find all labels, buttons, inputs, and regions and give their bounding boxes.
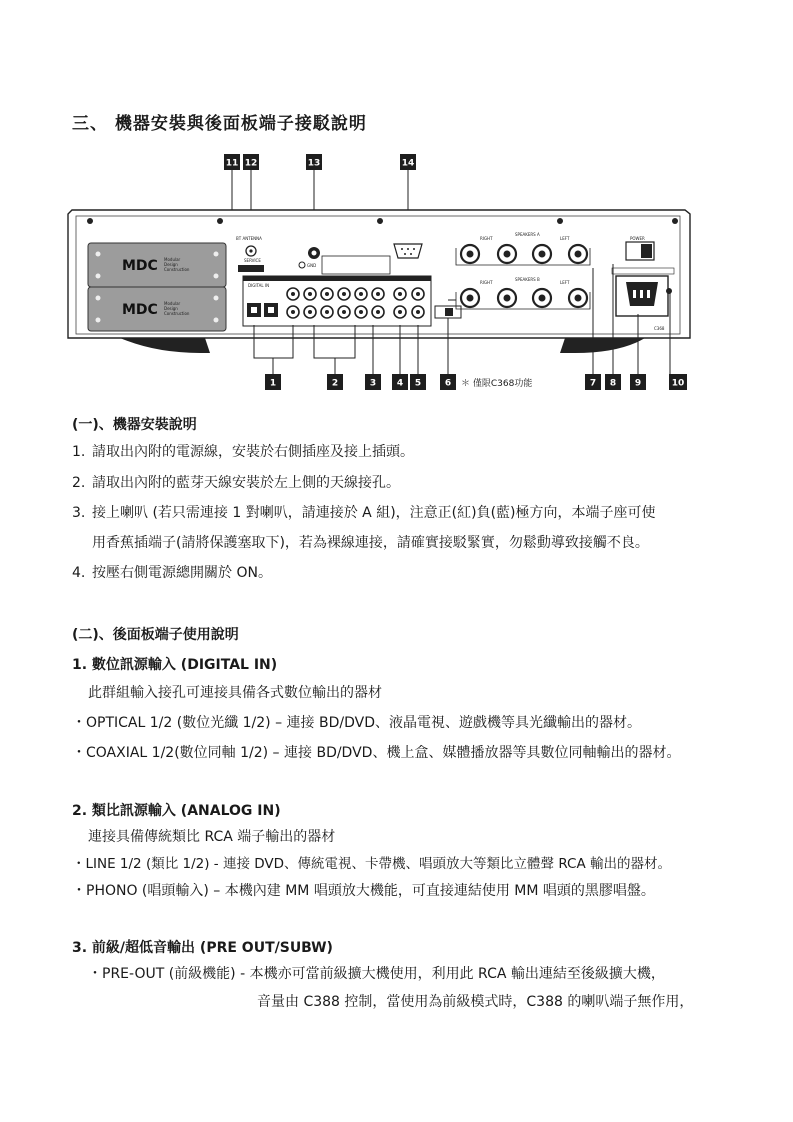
item-number: 1. (72, 444, 86, 460)
marker-7 (585, 374, 601, 390)
marker-2-label: 2 (331, 378, 339, 389)
marker-13-label: 13 (307, 158, 321, 169)
marker-14-label: 14 (401, 158, 415, 169)
marker-5-label: 5 (414, 378, 422, 389)
rear-panel-diagram (60, 148, 710, 400)
item-number: 4. (72, 565, 86, 581)
left-label-a: LEFT (560, 236, 570, 241)
marker-10 (669, 374, 687, 390)
item-text: 接上喇叭 (若只需連接 1 對喇叭，請連接於 A 組)，注意正(紅)負(藍)極方向，本端子座可使 (92, 505, 656, 521)
sub2-title: 2. 類比訊源輸入 (ANALOG IN) (72, 803, 281, 819)
sub2-bullet: ・PHONO (唱頭輸入) – 本機內建 MM 唱頭放大機能，可直接連結使用 MM 唱頭的黑膠唱盤。 (72, 883, 655, 899)
sub2-intro: 連接具備傳統類比 RCA 端子輸出的器材 (88, 829, 336, 845)
marker-13 (306, 154, 322, 170)
item-number: 2. (72, 475, 86, 491)
marker-1 (265, 374, 281, 390)
brand-sub-3: Construction (164, 267, 190, 272)
marker-12 (243, 154, 259, 170)
marker-4-label: 4 (396, 378, 404, 389)
sub1-intro: 此群組輸入接孔可連接具備各式數位輸出的器材 (88, 685, 382, 701)
item-text: 按壓右側電源總開關於 ON。 (92, 565, 272, 581)
model-label: C368 (654, 326, 665, 331)
sub3-cont: 音量由 C388 控制，當使用為前級模式時，C388 的喇叭端子無作用， (257, 994, 694, 1010)
sub3-title: 3. 前級/超低音輸出 (PRE OUT/SUBW) (72, 940, 333, 956)
right-label-b: RIGHT (480, 280, 493, 285)
marker-8-label: 8 (609, 378, 617, 389)
section1-item (72, 563, 272, 583)
marker-9-label: 9 (634, 378, 642, 389)
marker-14 (400, 154, 416, 170)
brand-sub-b3: Construction (164, 311, 190, 316)
marker-4 (392, 374, 408, 390)
marker-9 (630, 374, 646, 390)
power-label: POWER (630, 236, 645, 241)
item-text: 請取出內附的電源線，安裝於右側插座及接上插頭。 (92, 444, 414, 460)
item-text: 請取出內附的藍芽天線安裝於左上側的天線接孔。 (92, 475, 400, 491)
marker-1-label: 1 (269, 378, 277, 389)
brand-sub-b2: Design (164, 306, 178, 311)
sub2-bullet: ・LINE 1/2 (類比 1/2) - 連接 DVD、傳統電視、卡帶機、唱頭放大等類比立體聲 RCA 輸出的器材。 (72, 856, 671, 872)
marker-5 (410, 374, 426, 390)
speakers-a-label: SPEAKERS A (515, 232, 540, 237)
brand-sub-2: Design (164, 262, 178, 267)
left-label-b: LEFT (560, 280, 570, 285)
section2-title: (二)、後面板端子使用說明 (72, 627, 239, 643)
sub3-bullet: ・PRE-OUT (前級機能) - 本機亦可當前級擴大機使用，利用此 RCA 輸出連結至後級擴大機， (88, 966, 665, 982)
brand-logo-top: MDC (122, 258, 158, 274)
section1-item (72, 442, 414, 462)
marker-11-label: 11 (225, 158, 239, 169)
brand-sub-1: Modular (164, 257, 181, 262)
brand-sub-b1: Modular (164, 301, 181, 306)
sub1-bullet: ・COAXIAL 1/2(數位同軸 1/2) – 連接 BD/DVD、機上盒、媒體播放器等具數位同軸輸出的器材。 (72, 745, 681, 761)
speakers-b-label: SPEAKERS B (515, 277, 540, 282)
service-label: SERVICE (244, 258, 261, 263)
item-number: 3. (72, 505, 86, 521)
sub1-title: 1. 數位訊源輸入 (DIGITAL IN) (72, 657, 278, 673)
section1-item (72, 473, 400, 493)
section1-item (72, 503, 656, 523)
sub1-bullet: ・OPTICAL 1/2 (數位光纖 1/2) – 連接 BD/DVD、液晶電視、遊戲機等具光纖輸出的器材。 (72, 715, 641, 731)
mdc-module-bottom (88, 287, 226, 331)
marker-7-label: 7 (589, 378, 597, 389)
section1-item (72, 533, 649, 553)
section1-title: (一)、機器安裝說明 (72, 417, 197, 433)
page-title: 三、 機器安裝與後面板端子接駁說明 (72, 114, 367, 134)
marker-11 (224, 154, 240, 170)
marker-3-label: 3 (369, 378, 377, 389)
marker-8 (605, 374, 621, 390)
marker-3 (365, 374, 381, 390)
marker-2 (327, 374, 343, 390)
item-text: 用香蕉插端子(請將保護塞取下)，若為裸線連接，請確實接駁緊實，勿鬆動導致接觸不良。 (92, 535, 649, 551)
gnd-label: GND (307, 263, 317, 268)
c368-only-note: ＊ 僅限C368功能 (461, 379, 533, 389)
bt-antenna-label: BT ANTENNA (236, 236, 262, 241)
brand-logo-bottom: MDC (122, 302, 158, 318)
marker-6 (440, 374, 456, 390)
marker-10-label: 10 (671, 378, 685, 389)
mdc-module-top (88, 243, 226, 287)
digital-in-label: DIGITAL IN (248, 283, 270, 288)
marker-12-label: 12 (244, 158, 258, 169)
input-board (243, 276, 461, 326)
right-label-a: RIGHT (480, 236, 493, 241)
marker-6-label: 6 (444, 378, 452, 389)
